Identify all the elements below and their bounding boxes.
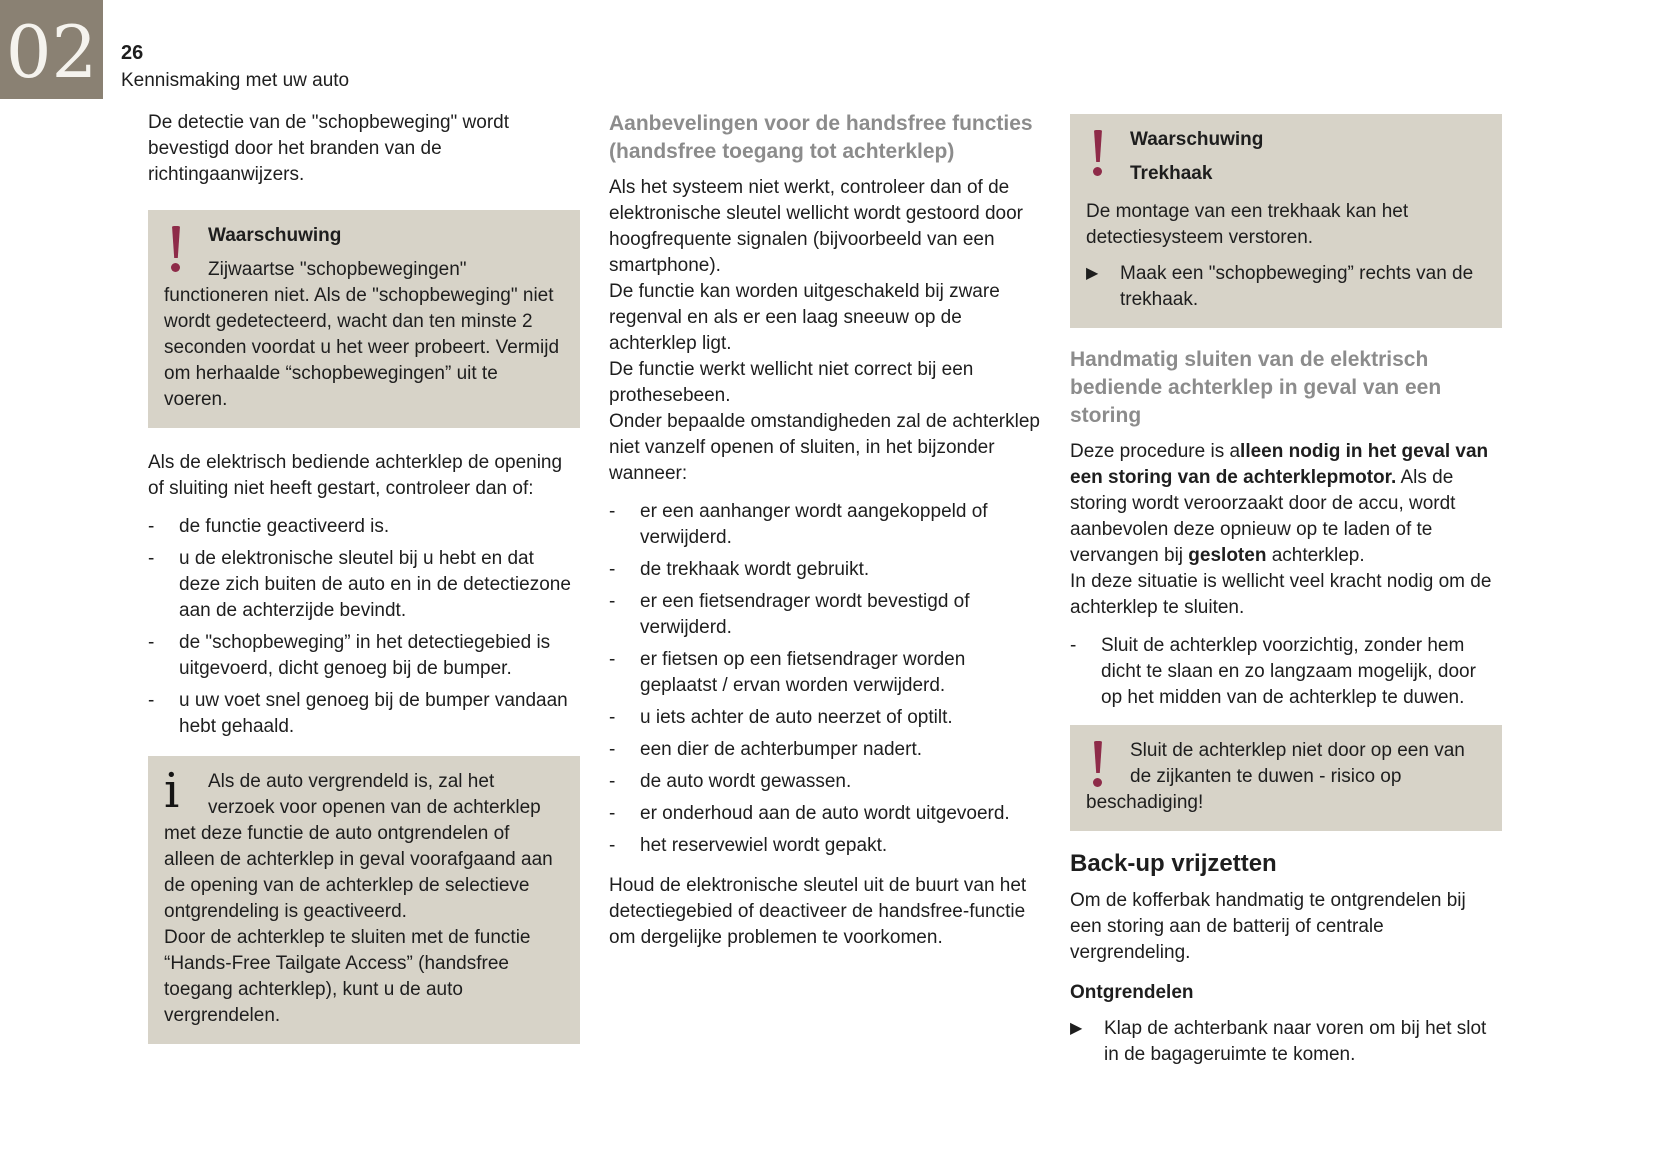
list-item-text: Sluit de achterklep voorzichtig, zonder hem dicht te slaan en zo langzaam mogelijk, door op het midden van de achterklep te duwen. (1101, 635, 1476, 708)
list-item (1070, 633, 1502, 711)
list-item (609, 801, 1041, 827)
page-number: 26 (121, 42, 144, 64)
closing-paragraph: Houd de elektronische sleutel uit de buurt van het detectiegebied of deactiveer de handsfree-functie om dergelijke problemen te voorkomen. (609, 875, 1027, 948)
warning-icon (164, 223, 208, 275)
body-paragraph: De functie werkt wellicht niet correct bij een prothesebeen. (609, 359, 974, 406)
page-header (121, 42, 349, 93)
list-item-text: de functie geactiveerd is. (179, 516, 390, 537)
warning-body (164, 257, 564, 413)
list-item-text: er fietsen op een fietsendrager worden geplaatst / ervan worden verwijderd. (640, 649, 966, 696)
info-box-lock (148, 756, 580, 1044)
dash-icon: - (609, 591, 616, 612)
check-list (148, 514, 580, 740)
warning-icon (1086, 738, 1130, 788)
warning-icon-bar (1093, 741, 1103, 773)
list-item (148, 630, 580, 682)
action-item (1070, 1016, 1502, 1068)
list-item (609, 647, 1041, 699)
dash-icon: - (609, 559, 616, 580)
list-item (609, 557, 1041, 583)
warning-icon-dot (1093, 167, 1102, 176)
warning-icon-dot (1093, 778, 1102, 787)
backup-paragraph: Om de kofferbak handmatig te ontgrendelen bij een storing aan de batterij of centrale vergrendeling. (1070, 890, 1466, 963)
list-item (609, 705, 1041, 731)
list-item-text: de "schopbeweging” in het detectiegebied is uitgevoerd, dicht genoeg bij de bumper. (179, 632, 551, 679)
action-text: Maak een "schopbeweging” rechts van de trekhaak. (1120, 263, 1474, 310)
handsfree-heading: Aanbevelingen voor de handsfree functies (handsfree toegang tot achterklep) (609, 112, 1033, 163)
dash-icon: - (148, 548, 155, 569)
warning-title: Waarschuwing (208, 225, 342, 246)
warning-icon-bar (171, 226, 181, 258)
warning-box-kick-motion (148, 210, 580, 428)
conditions-list (609, 499, 1041, 859)
list-item (148, 688, 580, 740)
arrow-icon: ▶ (1086, 265, 1099, 282)
list-item (609, 589, 1041, 641)
info-body (164, 763, 564, 1029)
dash-icon: - (609, 803, 616, 824)
unlock-subheading: Ontgrendelen (1070, 982, 1194, 1003)
list-item-text: er een aanhanger wordt aangekoppeld of verwijderd. (640, 501, 988, 548)
info-icon: i (164, 763, 180, 819)
dash-icon: - (609, 707, 616, 728)
warning-icon-dot (171, 263, 180, 272)
action-text: Klap de achterbank naar voren om bij het slot in de bagageruimte te komen. (1104, 1018, 1487, 1065)
list-item (148, 546, 580, 624)
list-item-text: de trekhaak wordt gebruikt. (640, 559, 870, 580)
body-paragraph: Onder bepaalde omstandigheden zal de achterklep niet vanzelf openen of sluiten, in het bijzonder wanneer: (609, 411, 1040, 484)
warning-icon (1086, 127, 1130, 187)
procedure-paragraph-2: In deze situatie is wellicht veel kracht nodig om de achterklep te sluiten. (1070, 571, 1492, 618)
warning-paragraph: Sluit de achterklep niet door op een van de zijkanten te duwen - risico op beschadiging! (1086, 740, 1465, 813)
intro-paragraph: De detectie van de "schopbeweging" wordt bevestigd door het branden van de richtingaanwijzers. (148, 112, 509, 185)
warning-box-close (1070, 725, 1502, 831)
dash-icon: - (609, 649, 616, 670)
dash-icon: - (609, 835, 616, 856)
info-paragraph: Door de achterklep te sluiten met de functie “Hands-Free Tailgate Access” (handsfree toegang achterklep), kunt u de auto vergrendelen. (164, 927, 531, 1026)
arrow-icon: ▶ (1070, 1020, 1083, 1037)
column-3 (1070, 110, 1502, 1068)
list-item-text: u iets achter de auto neerzet of optilt. (640, 707, 953, 728)
list-item (148, 514, 580, 540)
list-item-text: er een fietsendrager wordt bevestigd of verwijderd. (640, 591, 970, 638)
warning-subtitle: Trekhaak (1130, 163, 1213, 184)
content-columns (148, 110, 1502, 1068)
info-paragraph: Als de auto vergrendeld is, zal het verzoek voor openen van de achterklep met deze functie de auto ontgrendelen of alleen de achterklep in geval voorafgaand aan de opening van de achterklep de selectieve ontgrendeling is geactiveerd. (164, 771, 553, 922)
handsfree-paragraphs (609, 175, 1041, 487)
section-title: Kennismaking met uw auto (121, 70, 350, 91)
chapter-number: 02 (5, 9, 98, 94)
list-item-text: het reservewiel wordt gepakt. (640, 835, 888, 856)
list-item (609, 833, 1041, 859)
dash-icon: - (609, 771, 616, 792)
list-item-text: u uw voet snel genoeg bij de bumper vandaan hebt gehaald. (179, 690, 568, 737)
list-item-text: een dier de achterbumper nadert. (640, 739, 923, 760)
column-2 (609, 110, 1041, 951)
action-item (1086, 261, 1486, 313)
dash-icon: - (1070, 635, 1077, 656)
dash-icon: - (609, 739, 616, 760)
column-1 (148, 110, 580, 1044)
list-item (609, 737, 1041, 763)
list-item-text: u de elektronische sleutel bij u hebt en dat deze zich buiten de auto en in de detectiezone aan de achterzijde bevindt. (179, 548, 571, 621)
warning-paragraph: De montage van een trekhaak kan het detectiesysteem verstoren. (1086, 201, 1409, 248)
backup-heading: Back-up vrijzetten (1070, 850, 1277, 877)
list-item (609, 499, 1041, 551)
body-paragraph: De functie kan worden uitgeschakeld bij zware regenval en als er een laag sneeuw op de achterklep ligt. (609, 281, 1000, 354)
warning-paragraph: Zijwaartse "schopbewegingen" functioneren niet. Als de "schopbeweging" niet wordt gedetecteerd, wacht dan ten minste 2 seconden voordat u het weer probeert. Vermijd om herhaalde “schopbewegingen” uit te voeren. (164, 259, 560, 410)
dash-icon: - (148, 516, 155, 537)
dash-icon: - (148, 632, 155, 653)
body-paragraph: Als het systeem niet werkt, controleer dan of de elektronische sleutel wellicht wordt gestoord door hoogfrequente signalen (bijvoorbeeld van een smartphone). (609, 177, 1023, 276)
manual-close-heading: Handmatig sluiten van de elektrisch bediende achterklep in geval van een storing (1070, 348, 1442, 427)
chapter-badge (0, 0, 103, 99)
check-intro: Als de elektrisch bediende achterklep de opening of sluiting niet heeft gestart, controleer dan of: (148, 452, 563, 499)
warning-icon-bar (1093, 130, 1103, 162)
warning-title: Waarschuwing (1130, 129, 1264, 150)
list-item-text: er onderhoud aan de auto wordt uitgevoerd. (640, 803, 1010, 824)
warning-box-towbar (1070, 114, 1502, 328)
dash-icon: - (148, 690, 155, 711)
dash-icon: - (609, 501, 616, 522)
procedure-paragraph-1: Deze procedure is alleen nodig in het geval van een storing van de achterklepmotor. Als de storing wordt veroorzaakt door de accu, wordt aanbevolen deze opnieuw op te laden of te vervangen bij gesloten achterklep. (1070, 441, 1489, 566)
list-item-text: de auto wordt gewassen. (640, 771, 852, 792)
list-item (609, 769, 1041, 795)
